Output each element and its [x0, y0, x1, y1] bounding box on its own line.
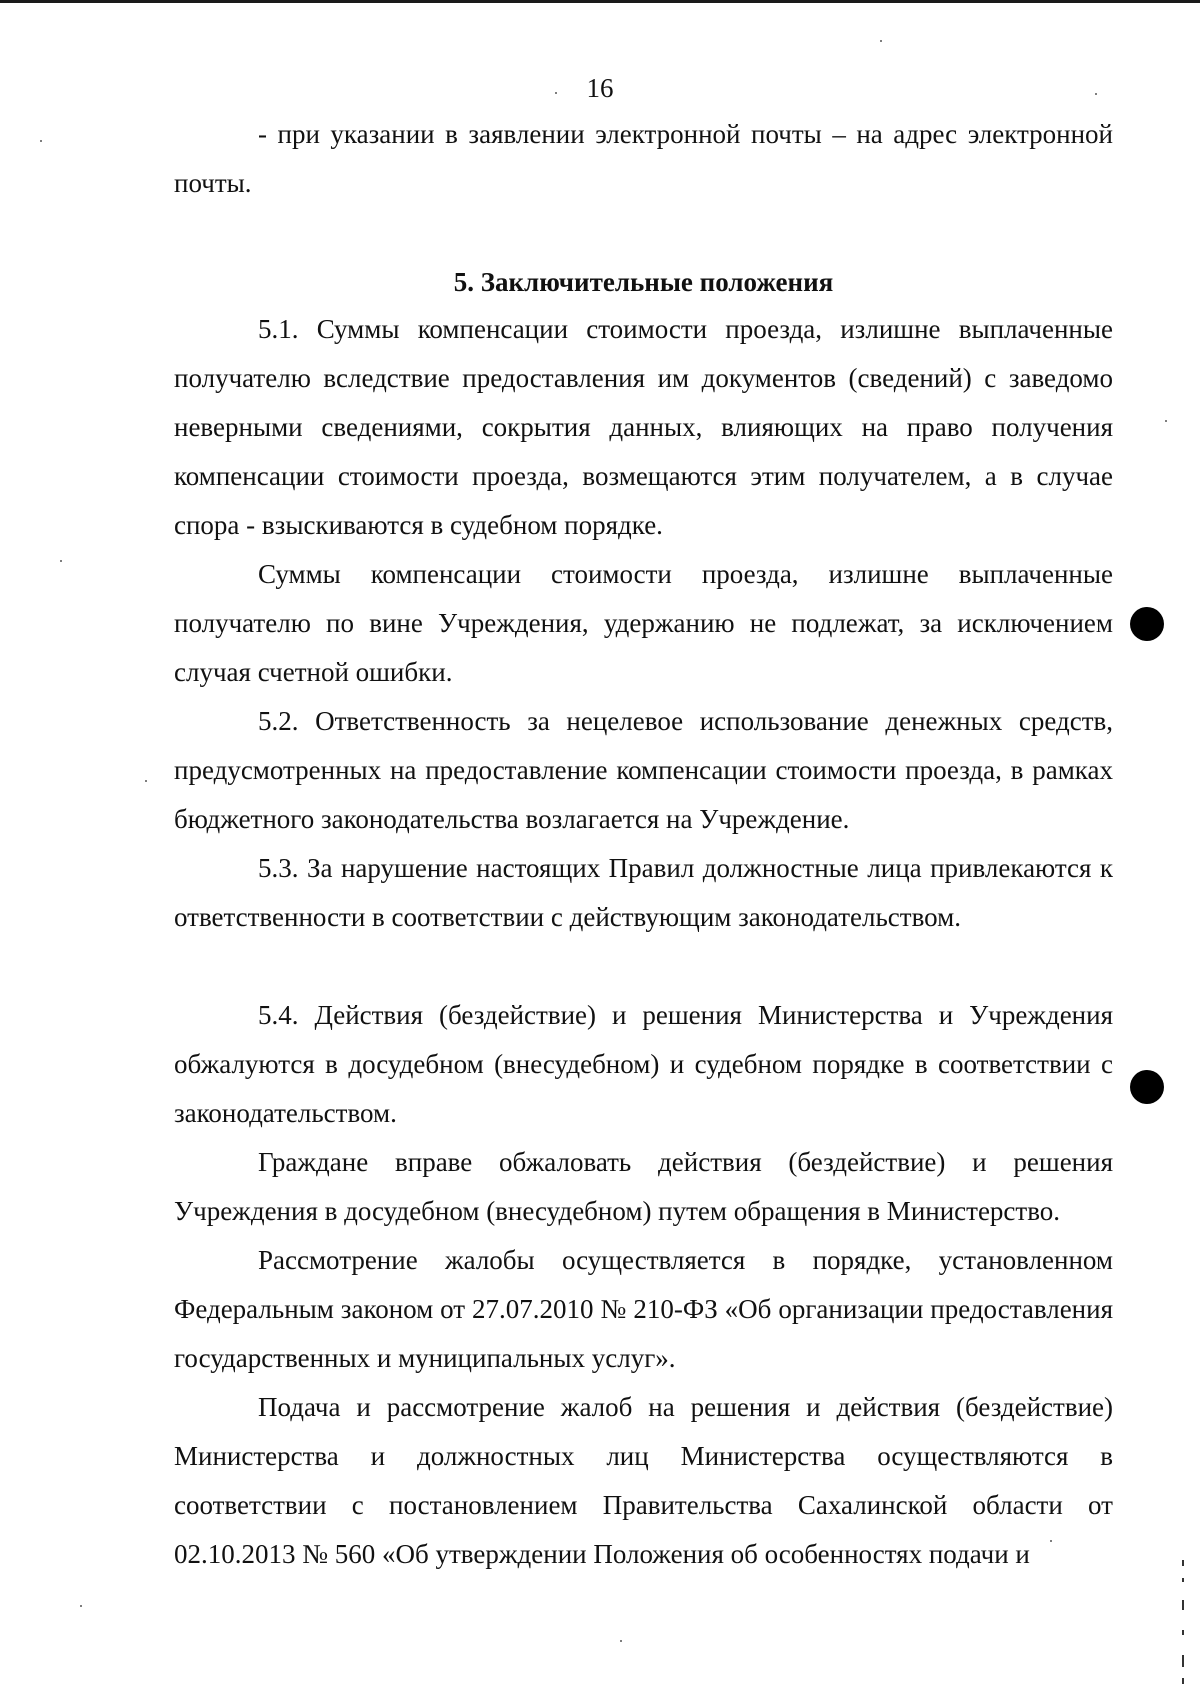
- scan-speck: [880, 40, 882, 42]
- scan-speck: [80, 1605, 82, 1607]
- section-heading: 5. Заключительные положения: [453, 267, 834, 297]
- binder-punch-hole-upper: [1130, 607, 1164, 641]
- scan-edge-marks: [1180, 1560, 1186, 1690]
- scan-speck: [555, 92, 557, 94]
- paragraph-5-2: 5.2. Ответственность за нецелевое использование денежных средств, предусмотренных на предоставление компенсации стоимости проезда, в рамках бюджетного законодательства возлагается на Учреждение.: [174, 706, 1113, 834]
- paragraph-complaint-review: Рассмотрение жалобы осуществляется в порядке, установленном Федеральным законом от 27.07.2010 № 210-ФЗ «Об организации предоставления государственных и муниципальных услуг».: [174, 1245, 1113, 1373]
- paragraph-5-3: 5.3. За нарушение настоящих Правил должностные лица привлекаются к ответственности в соответствии с действующим законодательством.: [174, 853, 1113, 932]
- paragraph-5-1: 5.1. Суммы компенсации стоимости проезда, излишне выплаченные получателю вследствие предоставления им документов (сведений) с заведомо неверными сведениями, сокрытия данных, влияющих на право получения компенсации стоимости проезда, возмещаются этим получателем, а в случае спора - взыскиваются в судебном порядке.: [174, 314, 1113, 540]
- scan-speck: [145, 780, 147, 782]
- paragraph-email-delivery: - при указании в заявлении электронной почты – на адрес электронной почты.: [174, 119, 1113, 198]
- scan-speck: [1050, 1540, 1052, 1542]
- paragraph-no-deduction: Суммы компенсации стоимости проезда, излишне выплаченные получателю по вине Учреждения, удержанию не подлежат, за исключением случая счетной ошибки.: [174, 559, 1113, 687]
- paragraph-citizens-appeal: Граждане вправе обжаловать действия (бездействие) и решения Учреждения в досудебном (внесудебном) путем обращения в Министерство.: [174, 1147, 1113, 1226]
- paragraph-5-4: 5.4. Действия (бездействие) и решения Министерства и Учреждения обжалуются в досудебном (внесудебном) и судебном порядке в соответствии с законодательством.: [174, 1000, 1113, 1128]
- paragraph-complaint-filing: Подача и рассмотрение жалоб на решения и действия (бездействие) Министерства и должностных лиц Министерства осуществляются в соответствии с постановлением Правительства Сахалинской области от 02.10.2013 № 560 «Об утверждении Положения об особенностях подачи и: [174, 1392, 1113, 1569]
- top-border-line: [0, 0, 1200, 3]
- scan-speck: [60, 560, 62, 562]
- scan-speck: [620, 1640, 622, 1642]
- binder-punch-hole-lower: [1130, 1070, 1164, 1104]
- scan-speck: [1165, 420, 1167, 422]
- scan-speck: [40, 140, 42, 142]
- page-number: 16: [586, 73, 614, 103]
- scan-speck: [1095, 93, 1097, 95]
